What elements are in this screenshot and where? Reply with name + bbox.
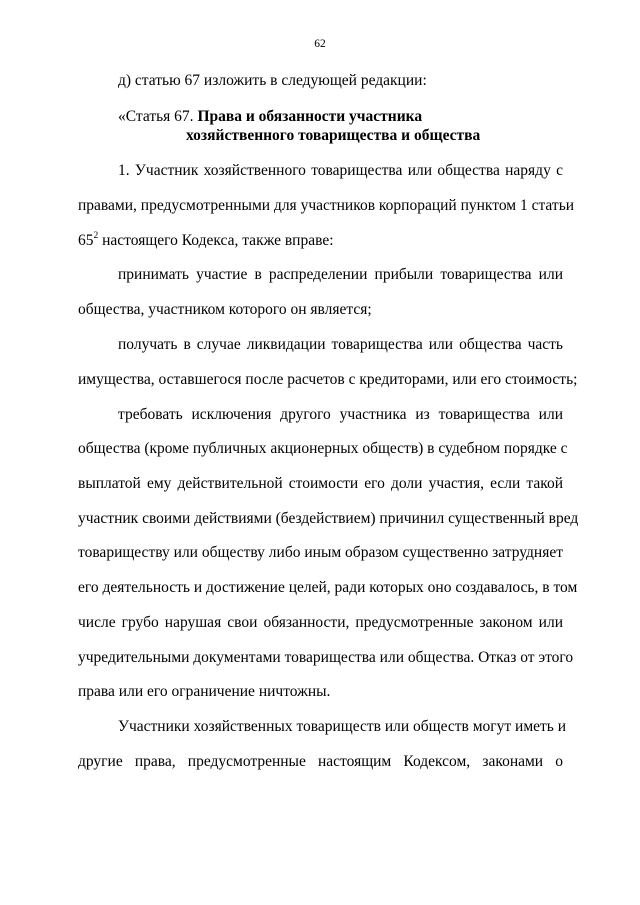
page-number: 62 bbox=[314, 38, 326, 50]
paragraph1-line3-text: настоящего Кодекса, также вправе: bbox=[98, 232, 334, 249]
article-prefix: «Статья 67. bbox=[118, 108, 198, 125]
paragraph1-line3 bbox=[78, 231, 563, 251]
item3-line8: учредительными документами товарищества или общества. Отказ от этого bbox=[78, 649, 574, 666]
paragraph1-line1: 1. Участник хозяйственного товарищества или общества наряду с bbox=[118, 162, 563, 179]
paragraph2-line1: Участники хозяйственных товариществ или обществ могут иметь и bbox=[118, 718, 567, 735]
article-title-line1: Права и обязанности участника bbox=[197, 108, 423, 125]
paragraph1-line2: правами, предусмотренными для участников корпораций пунктом 1 статьи bbox=[78, 197, 575, 214]
item3-line9: права или его ограничение ничтожны. bbox=[78, 683, 331, 700]
article-title-line2: хозяйственного товарищества и общества bbox=[186, 127, 481, 144]
item2-line1: получать в случае ликвидации товарищества или общества часть bbox=[118, 336, 563, 353]
item2-line2: имущества, оставшегося после расчетов с кредиторами, или его стоимость; bbox=[78, 371, 578, 388]
item3-line7: числе грубо нарушая свои обязанности, предусмотренные законом или bbox=[78, 614, 563, 631]
paragraph1-number: 65 bbox=[78, 232, 94, 249]
item3-line6: его деятельность и достижение целей, ради которых оно создавалось, в том bbox=[78, 579, 578, 596]
paragraph2-line2: другие права, предусмотренные настоящим Кодексом, законами о bbox=[78, 753, 563, 770]
paragraph1-superscript: 2 bbox=[93, 230, 99, 241]
intro-line: д) статью 67 изложить в следующей редакции: bbox=[118, 72, 427, 89]
item1-line2: общества, участником которого он является; bbox=[78, 301, 372, 318]
item3-line2: общества (кроме публичных акционерных обществ) в судебном порядке с bbox=[78, 440, 568, 457]
item3-line1: требовать исключения другого участника из товарищества или bbox=[118, 406, 563, 423]
item3-line4: участник своими действиями (бездействием) причинил существенный вред bbox=[78, 510, 579, 527]
item3-line3: выплатой ему действительной стоимости его доли участия, если такой bbox=[78, 475, 563, 492]
item3-line5: товариществу или обществу либо иным образом существенно затрудняет bbox=[78, 544, 563, 561]
item1-line1: принимать участие в распределении прибыли товарищества или bbox=[118, 266, 563, 283]
article-heading bbox=[118, 107, 603, 127]
